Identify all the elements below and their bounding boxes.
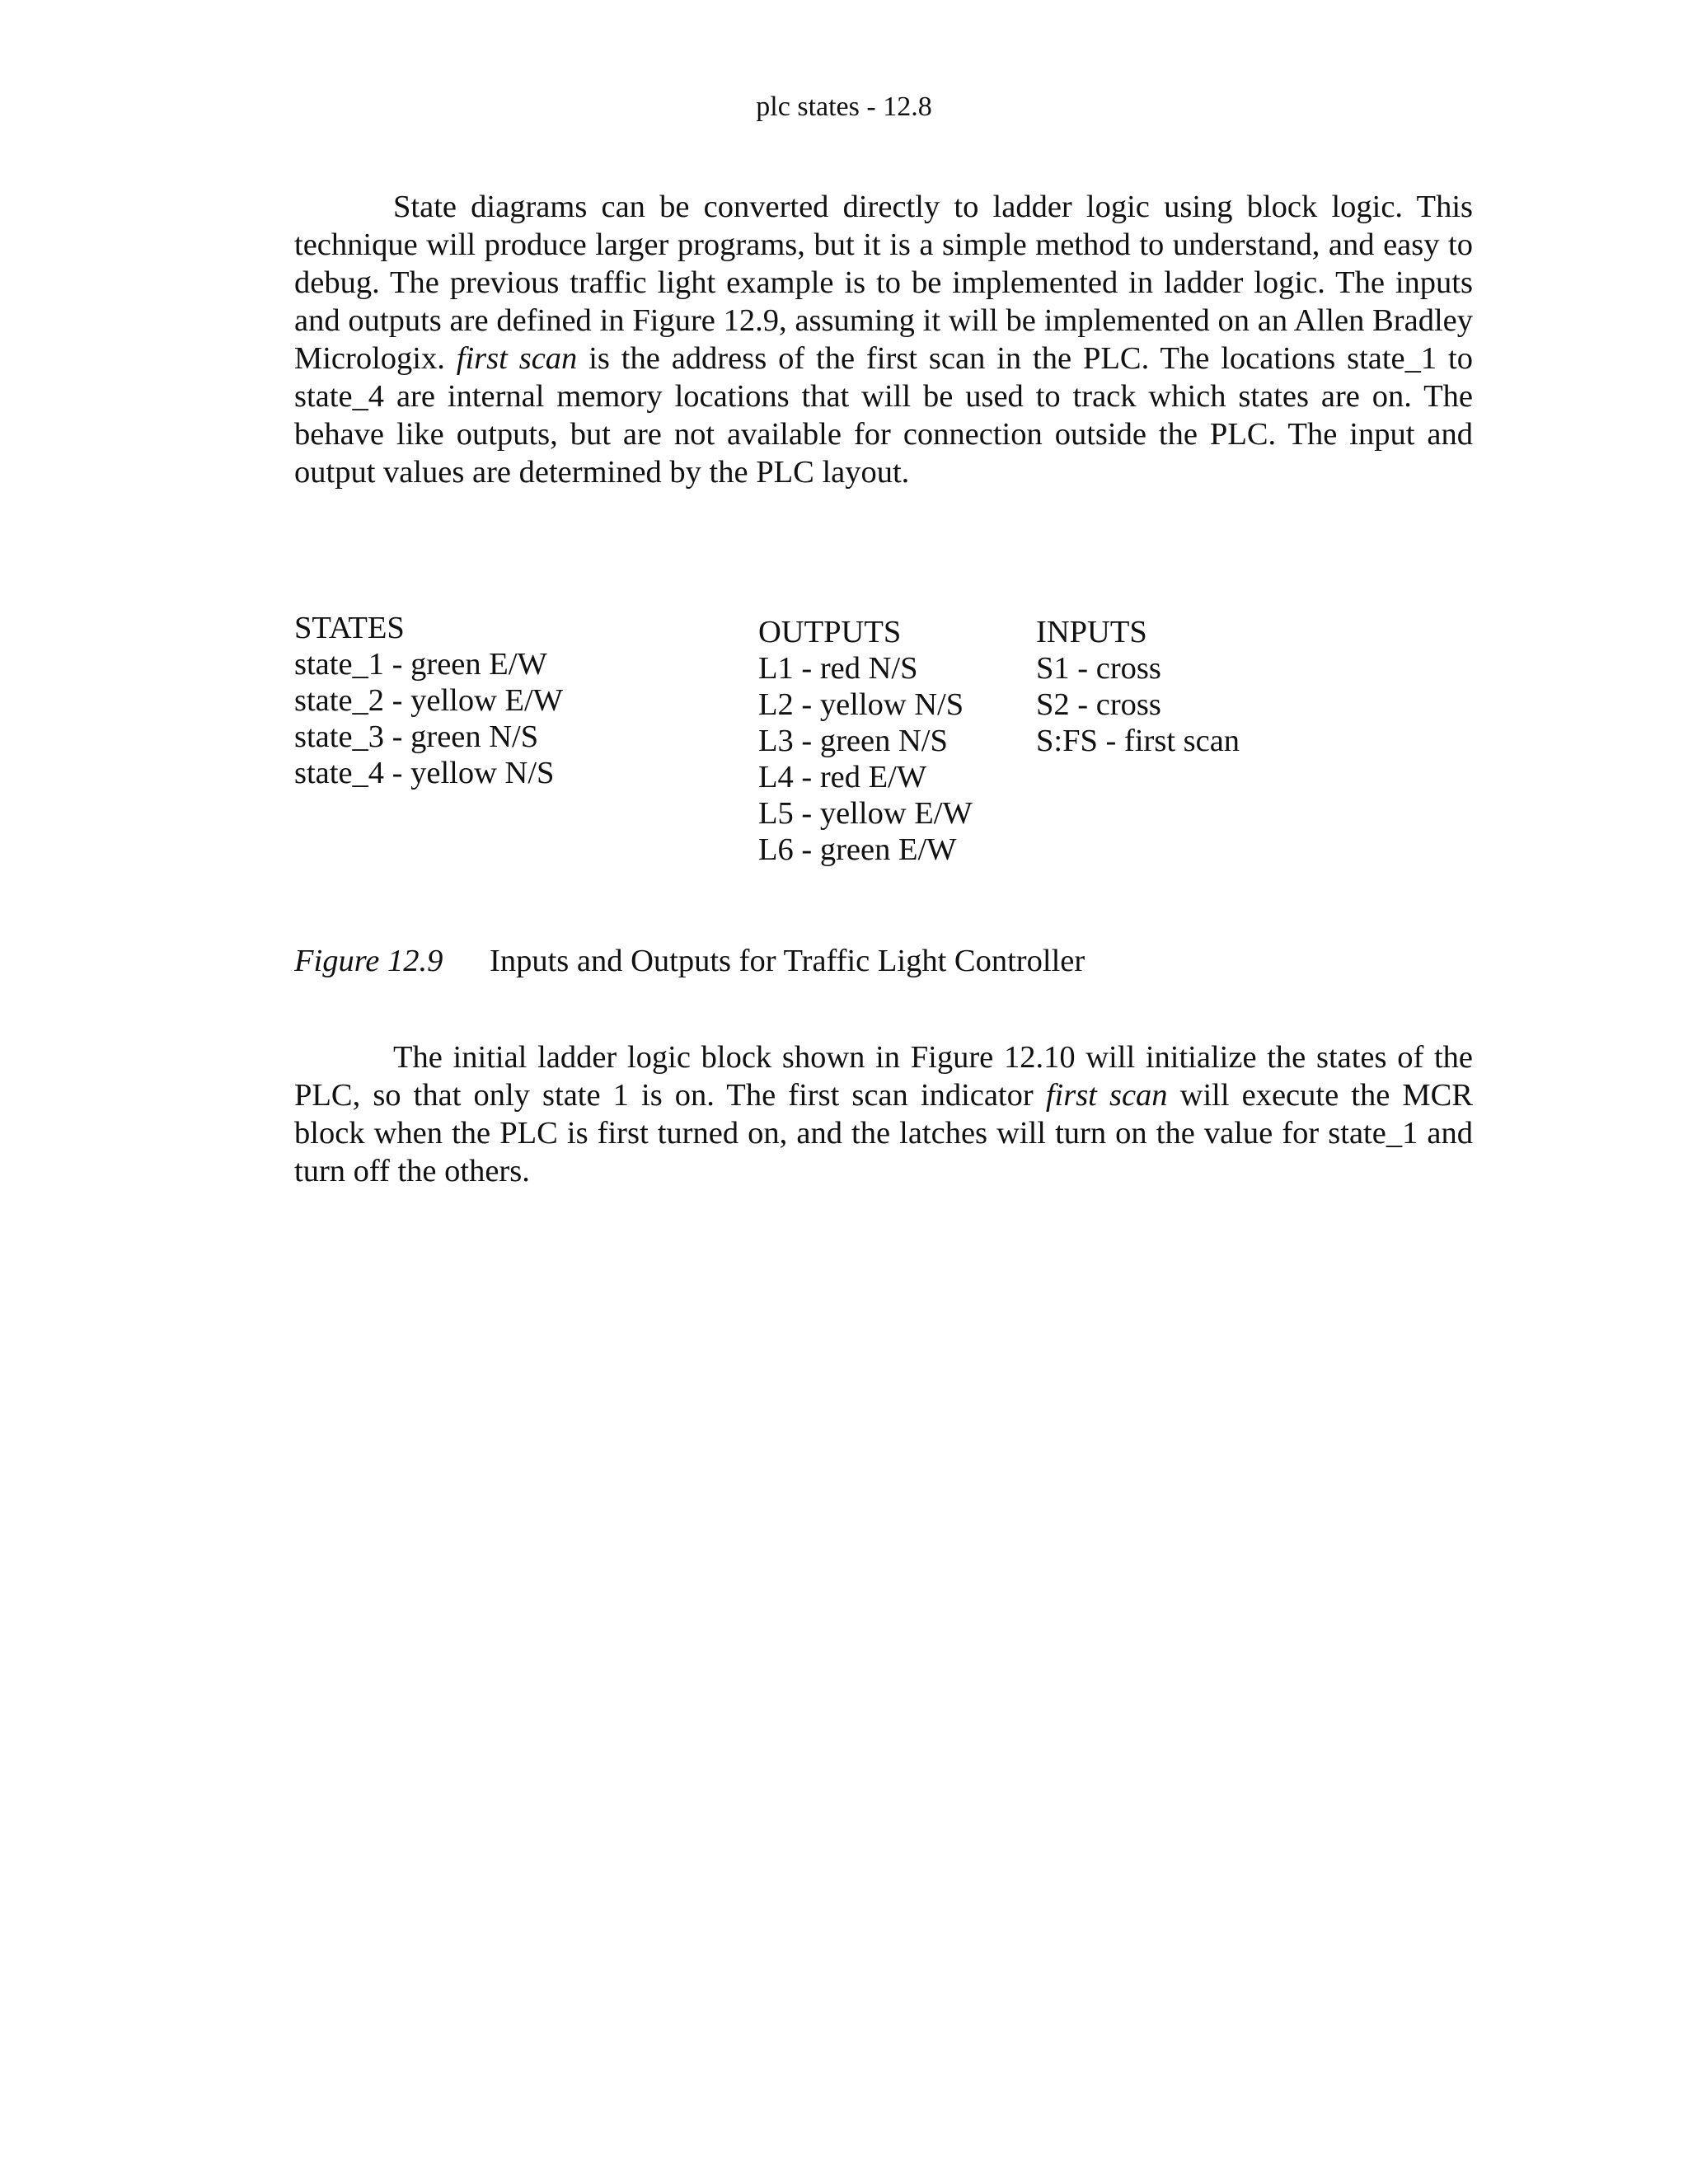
output-item: L6 - green E/W [758, 832, 957, 867]
state-item: state_4 - yellow N/S [294, 756, 555, 790]
outputs-heading: OUTPUTS [758, 615, 902, 649]
initial-text-b: will execute the MCR block when the PLC is first turned on, and the latches will turn on the value for state_1 and turn off the others. [294, 1078, 1473, 1188]
states-heading: STATES [294, 611, 405, 645]
figure-label: Figure 12.9 [294, 944, 443, 978]
state-item: state_3 - green N/S [294, 719, 539, 754]
initial-text-a: The initial ladder logic block shown in Figure 12.10 will initialize the states of the PLC, so that only state 1 is on. The first scan indicator [294, 1040, 1473, 1113]
intro-text-a: State diagrams can be converted directly to ladder logic using block logic. This technique will produce larger programs, but it is a simple method to understand, and easy to debug. The previous traffic light example is to be implemented in ladder logic. The inputs and outputs are defined in Figure 12.9, assuming it will be implemented on an Allen Bradley Micrologix. [294, 190, 1473, 376]
output-item: L5 - yellow E/W [758, 796, 973, 831]
output-item: L2 - yellow N/S [758, 687, 964, 722]
intro-paragraph [294, 188, 1473, 491]
initial-italic-term: first scan [1045, 1078, 1168, 1113]
inputs-heading: INPUTS [1036, 615, 1147, 649]
figure-caption-text: Inputs and Outputs for Traffic Light Controller [490, 944, 1085, 978]
input-item: S1 - cross [1036, 651, 1161, 686]
intro-italic-term: first scan [456, 341, 578, 376]
output-item: L1 - red N/S [758, 651, 918, 686]
outputs-list [758, 614, 973, 868]
inputs-list [1036, 614, 1240, 759]
input-item: S:FS - first scan [1036, 724, 1240, 758]
intro-text-b: is the address of the first scan in the PLC. The locations state_1 to state_4 are internal memory locations that will be used to track which states are on. The behave like outputs, but are not available for connection outside the PLC. The input and output values are determined by the PLC layout. [294, 341, 1473, 490]
figure-caption [294, 942, 1085, 980]
states-list [294, 610, 563, 791]
output-item: L4 - red E/W [758, 760, 927, 794]
initial-block-paragraph [294, 1038, 1473, 1190]
state-item: state_1 - green E/W [294, 647, 547, 682]
input-item: S2 - cross [1036, 687, 1161, 722]
running-header: plc states - 12.8 [756, 91, 932, 122]
state-item: state_2 - yellow E/W [294, 683, 564, 718]
output-item: L3 - green N/S [758, 724, 948, 758]
